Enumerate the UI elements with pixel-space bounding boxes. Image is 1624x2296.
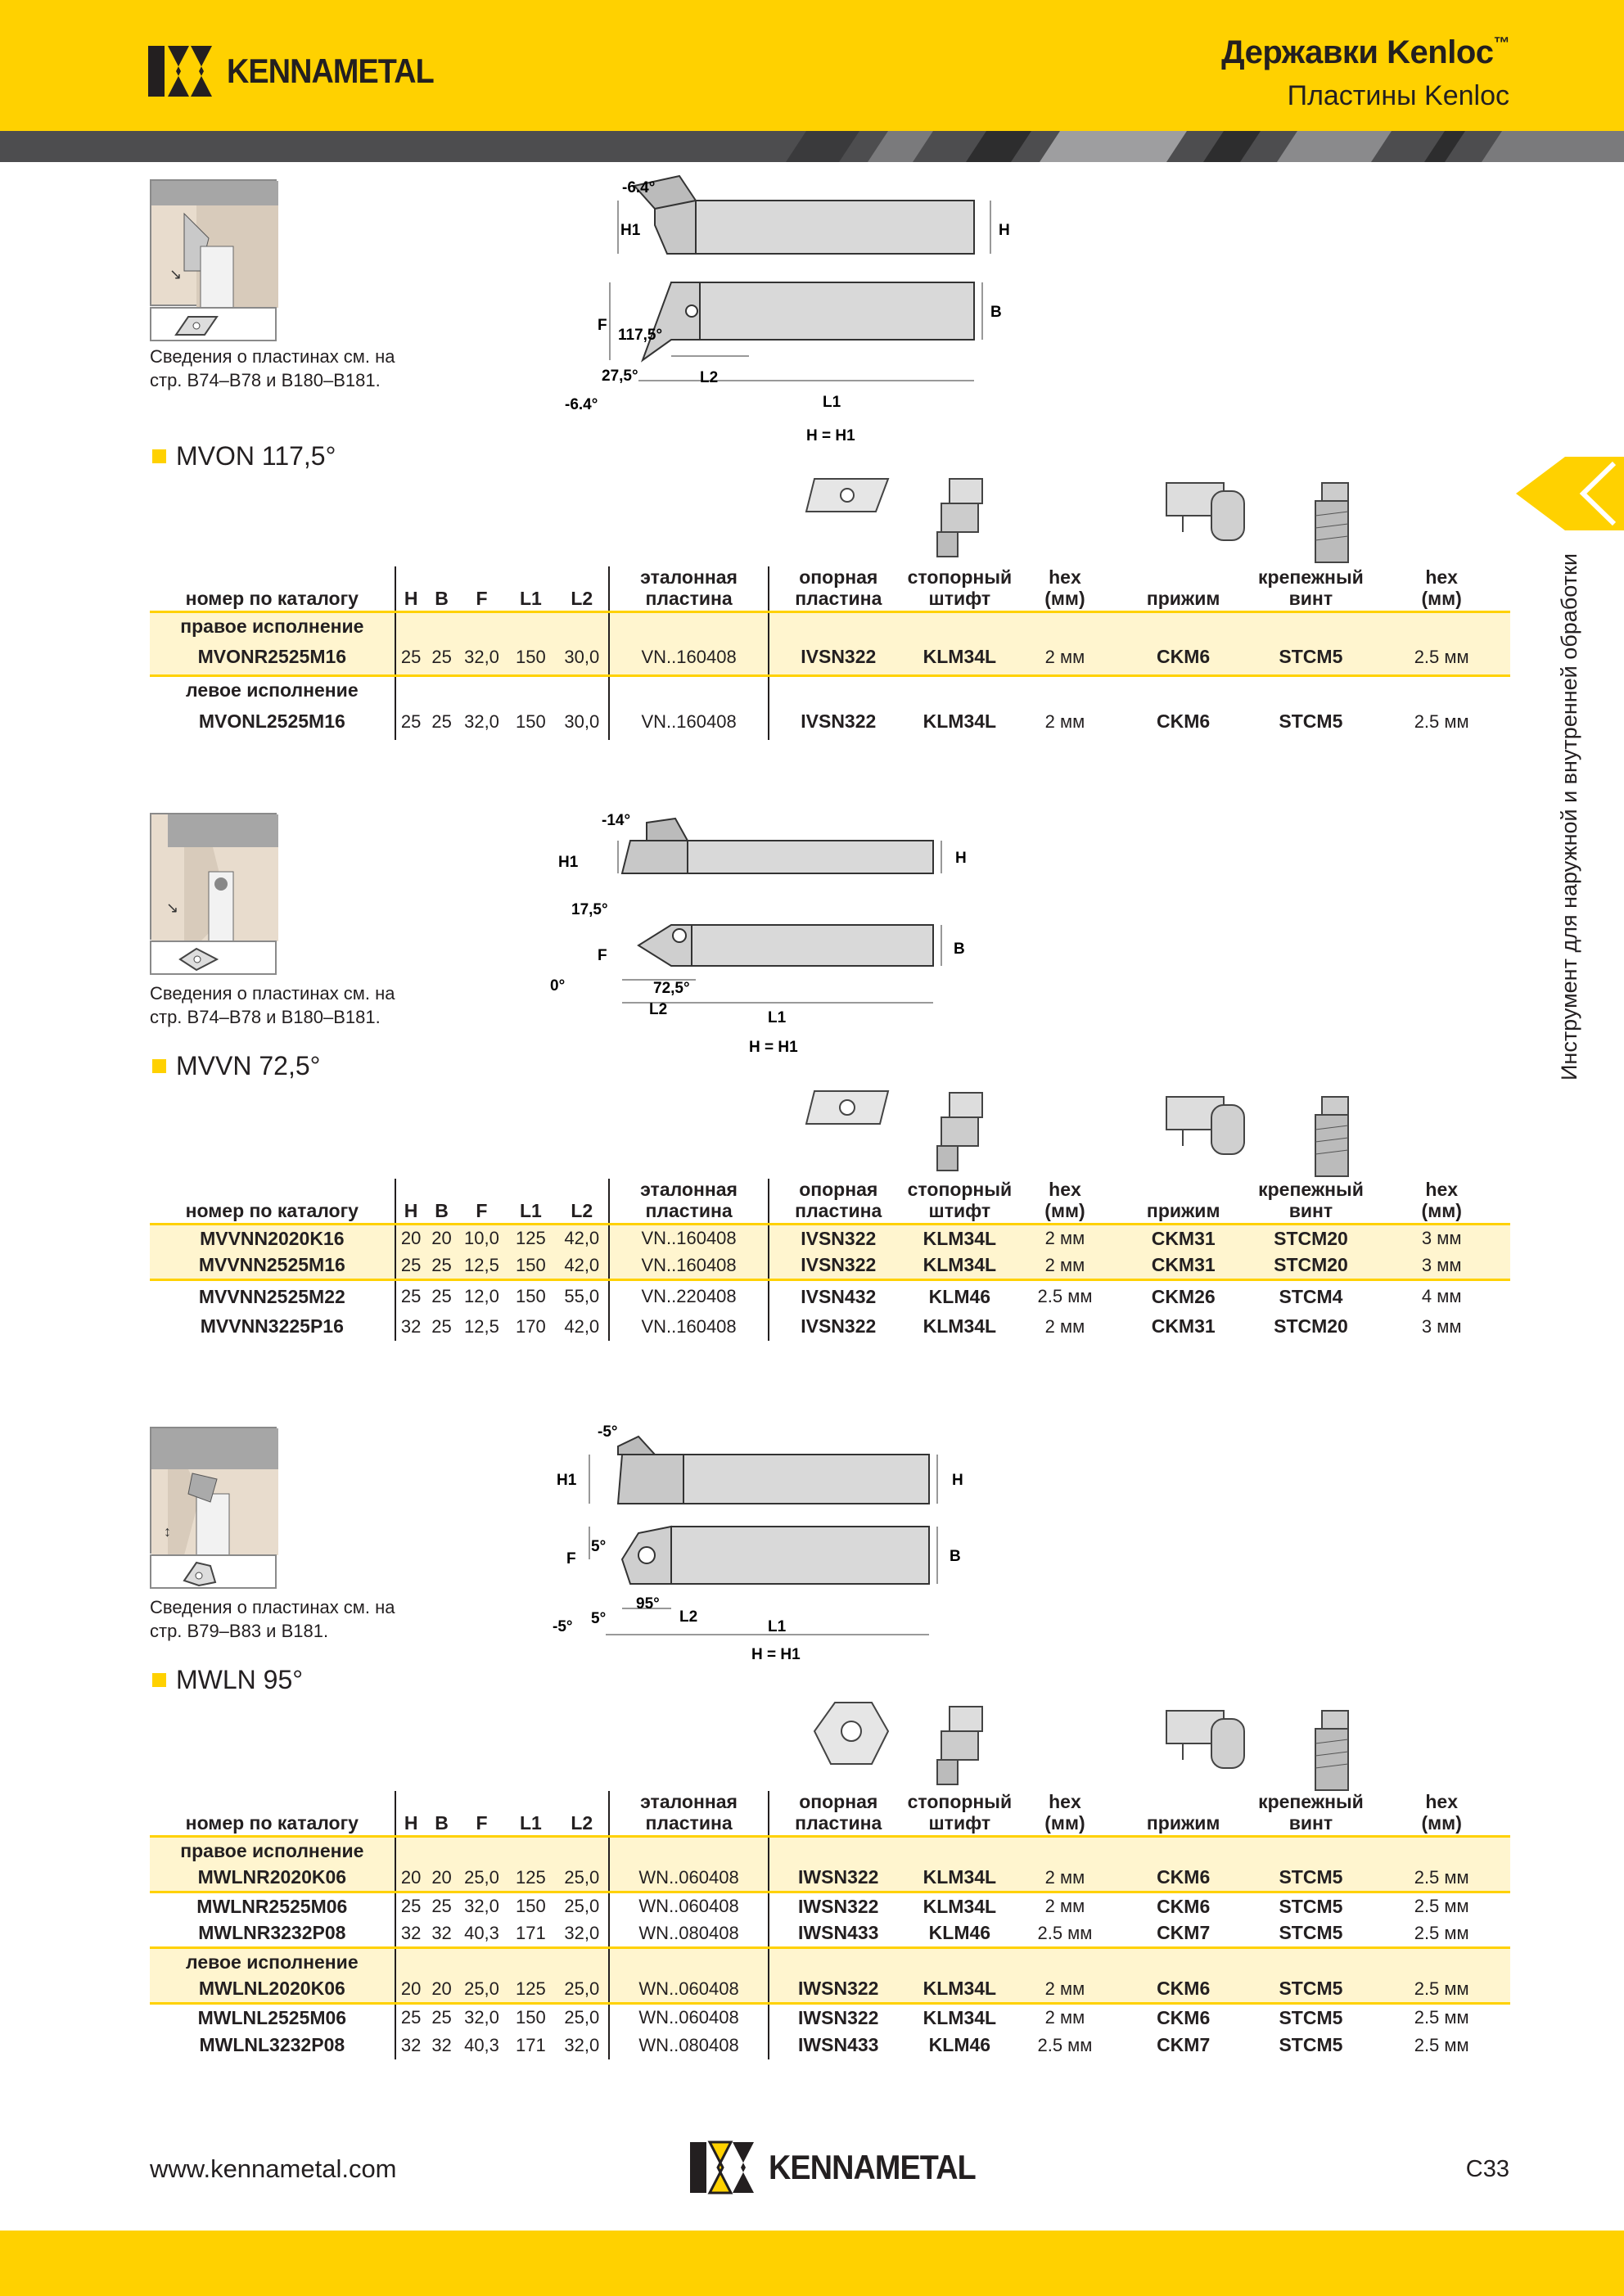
group-row: правое исполнение [150,1837,1510,1865]
catalog-table-mvon: номер по каталогу H B F L1 L2 эталонная пластина опорная пластина стопорный штифт hex (мм) прижим крепежный винт hex (мм) правое исполнение MVONR2525M16 25 25 32,0 150 30,0 VN..160408 IVSN322 KLM34L 2 мм CKM6 STCM5 2.5 мм левое исполнение MVONL2525M16 25 25 32,0 150 30,0 VN..160408 IVSN322 KLM34L 2 мм CKM6 STCM5 2.5 мм [150,566,1510,740]
insert-shape-icon [150,941,277,975]
seat-plate-icon [806,471,896,520]
svg-text:-6.4°: -6.4° [622,179,656,196]
title-marker-icon [152,1059,166,1073]
svg-text:H = H1: H = H1 [806,427,855,444]
svg-text:0°: 0° [550,977,566,995]
website-link[interactable]: www.kennametal.com [150,2154,397,2183]
table-row: MVVNN2525M16 25 25 12,5 150 42,0 VN..160408 IVSN322 KLM34L 2 мм CKM31 STCM20 3 мм [150,1252,1510,1280]
table-row: MVVNN3225P16 32 25 12,5 170 42,0 VN..160408 IVSN322 KLM34L 2 мм CKM31 STCM20 3 мм [150,1313,1510,1341]
col-catalog: номер по каталогу [150,1179,395,1225]
footer-brand-wordmark: KENNAMETAL [769,2148,976,2186]
footer-band [0,2231,1624,2296]
title-marker-icon [152,449,166,463]
svg-text:L1: L1 [823,394,841,411]
footer-kennametal-logo [690,2142,999,2193]
svg-text:H = H1: H = H1 [751,1646,801,1663]
section-title: MVON 117,5° [152,441,336,471]
svg-text:117,5°: 117,5° [618,327,663,344]
group-row: правое исполнение [150,612,1510,640]
svg-text:H = H1: H = H1 [749,1039,798,1056]
catalog-table-mwln: номер по каталогу H B F L1 L2 эталонная пластина опорная пластина стопорный штифт hex (мм) прижим крепежный винт hex (мм) правое исполнение MWLNR2020K06 20 20 25,0 125 25,0 WN..060408 IWSN322 KLM34L 2 мм CKM6 STCM5 2.5 мм MWLNR2525M06 25 25 32,0 150 25,0 WN..060408 IWSN322 KLM34L 2 мм CKM6 STCM5 2.5 мм MWLNR3232P08 32 32 40,3 171 32,0 WN..080408 IWSN433 KLM46 2.5 мм CKM7 STCM5 2.5 мм левое исполнение MWLNL2020K06 20 20 25,0 125 25,0 WN..060408 IWSN322 KLM34L 2 мм CKM6 STCM5 2.5 мм MWLNL2525M06 25 25 32,0 150 25,0 WN..060408 IWSN322 KLM34L 2 мм CKM6 STCM5 2.5 мм MWLNL3232P08 32 32 40,3 171 32,0 WN..080408 IWSN433 KLM46 2.5 мм CKM7 STCM5 2.5 мм [150,1791,1510,2059]
svg-text:B: B [990,304,1002,321]
table-row: MWLNR3232P08 32 32 40,3 171 32,0 WN..080408 IWSN433 KLM46 2.5 мм CKM7 STCM5 2.5 мм [150,1920,1510,1948]
svg-text:↘: ↘ [169,266,183,282]
seat-plate-icon [806,1085,896,1134]
col-catalog: номер по каталогу [150,1791,395,1837]
svg-text:H: H [952,1472,963,1489]
clamp-screw-icon [1306,1093,1363,1183]
svg-text:17,5°: 17,5° [571,901,608,918]
table-row: MWLNL2525M06 25 25 32,0 150 25,0 WN..060408 IWSN322 KLM34L 2 мм CKM6 STCM5 2.5 мм [150,2004,1510,2032]
insert-reference-note: Сведения о пластинах см. на стр. B74–B78 и B180–B181. [150,346,395,390]
page-title: Державки Kenloc™ [1221,34,1509,70]
seat-plate-icon [806,1698,896,1772]
svg-text:95°: 95° [636,1595,660,1613]
insert-reference-note: Сведения о пластинах см. на стр. B74–B78 и B180–B181. [150,983,395,1027]
lock-pin-icon [925,475,1003,561]
lock-pin-icon [925,1703,1003,1789]
svg-text:H1: H1 [620,222,641,239]
section-tab-arrow [1516,457,1624,530]
col-catalog: номер по каталогу [150,566,395,612]
svg-text:B: B [950,1548,961,1565]
kennametal-k-icon [148,46,223,97]
tool-dimension-drawing [550,806,1064,1060]
table-row: MWLNL2020K06 20 20 25,0 125 25,0 WN..060408 IWSN322 KLM34L 2 мм CKM6 STCM5 2.5 мм [150,1976,1510,2004]
section-title: MWLN 95° [152,1665,303,1695]
svg-text:↘: ↘ [166,900,179,916]
svg-text:-6.4°: -6.4° [565,396,598,413]
svg-text:F: F [598,947,607,964]
table-row: MVVNN2525M22 25 25 12,0 150 55,0 VN..220408 IVSN432 KLM46 2.5 мм CKM26 STCM4 4 мм [150,1280,1510,1313]
svg-text:B: B [954,941,965,958]
svg-text:H: H [955,850,967,867]
clamp-icon [1162,475,1252,548]
application-thumbnail [150,179,277,306]
clamp-icon [1162,1703,1252,1776]
svg-text:L1: L1 [768,1618,787,1635]
svg-text:L2: L2 [649,1001,668,1018]
lock-pin-icon [925,1089,1003,1175]
svg-text:F: F [598,317,607,334]
kennametal-logo [148,46,457,97]
svg-text:5°: 5° [591,1538,607,1555]
page-subtitle: Пластины Kenloc [1287,80,1509,111]
svg-text:5°: 5° [591,1610,607,1627]
table-row: MVVNN2020K16 20 20 10,0 125 42,0 VN..160408 IVSN322 KLM34L 2 мм CKM31 STCM20 3 мм [150,1225,1510,1252]
group-row: левое исполнение [150,1948,1510,1976]
svg-text:L2: L2 [679,1608,698,1626]
table-row: MVONR2525M16 25 25 32,0 150 30,0 VN..160408 IVSN322 KLM34L 2 мм CKM6 STCM5 2.5 мм [150,640,1510,676]
svg-text:H1: H1 [557,1472,577,1489]
clamp-screw-icon [1306,1707,1363,1797]
kennametal-k-icon [690,2142,765,2193]
catalog-table-mvvn: номер по каталогу H B F L1 L2 эталонная пластина опорная пластина стопорный штифт hex (мм) прижим крепежный винт hex (мм) MVVNN2020K16 20 20 10,0 125 42,0 VN..160408 IVSN322 KLM34L 2 мм CKM31 STCM20 3 мм MVVNN2525M16 25 25 12,5 150 42,0 VN..160408 IVSN322 KLM34L 2 мм CKM31 STCM20 3 мм MVVNN2525M22 25 25 12,0 150 55,0 VN..220408 IVSN432 KLM46 2.5 мм CKM26 STCM4 4 мм MVVNN3225P16 32 25 12,5 170 42,0 VN..160408 IVSN322 KLM34L 2 мм CKM31 STCM20 3 мм [150,1179,1510,1341]
svg-text:↕: ↕ [164,1523,171,1540]
insert-shape-icon [150,1554,277,1589]
section-title: MVVN 72,5° [152,1051,320,1081]
page-header [0,0,1624,131]
group-row: левое исполнение [150,676,1510,704]
svg-text:27,5°: 27,5° [602,368,638,385]
insert-reference-note: Сведения о пластинах см. на стр. B79–B83 и B181. [150,1597,395,1641]
insert-shape-icon [150,307,277,341]
svg-text:H: H [999,222,1010,239]
table-row: MWLNR2525M06 25 25 32,0 150 25,0 WN..060408 IWSN322 KLM34L 2 мм CKM6 STCM5 2.5 мм [150,1892,1510,1920]
table-row: MVONL2525M16 25 25 32,0 150 30,0 VN..160408 IVSN322 KLM34L 2 мм CKM6 STCM5 2.5 мм [150,704,1510,740]
svg-text:-14°: -14° [602,812,631,829]
application-thumbnail [150,1427,277,1554]
svg-text:-5°: -5° [553,1618,573,1635]
brand-wordmark: KENNAMETAL [227,52,434,90]
header-stripe [0,131,1624,162]
svg-text:-5°: -5° [598,1423,618,1441]
tool-dimension-drawing [557,176,1064,446]
application-thumbnail [150,813,277,940]
page-number: C33 [1465,2156,1509,2182]
tool-dimension-drawing [553,1420,1064,1674]
clamp-icon [1162,1089,1252,1162]
svg-text:L1: L1 [768,1009,787,1026]
svg-text:72,5°: 72,5° [653,980,690,997]
title-marker-icon [152,1673,166,1687]
svg-text:F: F [566,1550,576,1568]
svg-text:L2: L2 [700,369,719,386]
clamp-screw-icon [1306,479,1363,569]
table-row: MWLNR2020K06 20 20 25,0 125 25,0 WN..060408 IWSN322 KLM34L 2 мм CKM6 STCM5 2.5 мм [150,1865,1510,1892]
svg-text:H1: H1 [558,854,579,871]
side-vertical-label: Инструмент для наружной и внутренней обработки [1557,553,1581,1080]
table-row: MWLNL3232P08 32 32 40,3 171 32,0 WN..080408 IWSN433 KLM46 2.5 мм CKM7 STCM5 2.5 мм [150,2032,1510,2059]
